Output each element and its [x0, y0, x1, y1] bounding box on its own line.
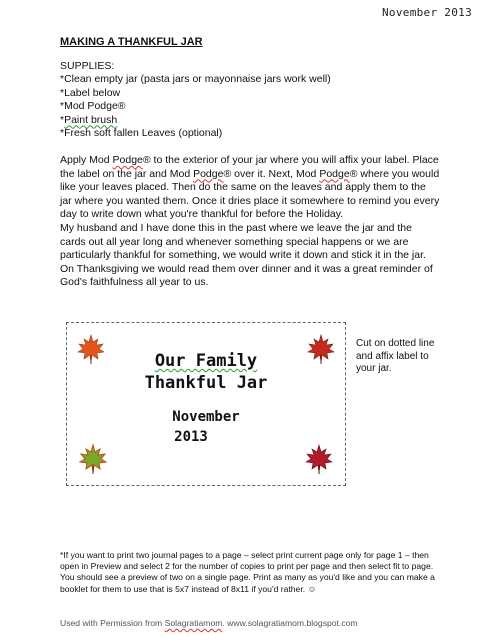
label-line-our-family: Our Family — [154, 351, 258, 371]
printable-jar-label — [66, 322, 346, 486]
printing-footnote: *If you want to print two journal pages to a page – select print current page only for page 1 – then open in Preview and select 2 for the number of copies to print per page and then select fit to page. You should see a preview of two on a single page. Print as many as you'd like and you can make a booklet for them to use that is 5x7 instead of 8x11 if you'd rather. ☺ — [60, 550, 435, 594]
supply-item-leaves: *Fresh soft fallen Leaves (optional) — [60, 127, 223, 140]
instructions-paragraph: Apply Mod Podge® to the exterior of your jar where you will affix your label. Place the label on the jar and Mod Podge® over it. Next, Mod Podge® where you would like your leaves placed. Then do the same on the leaves and apply them to the jar where you wanted them. Once it dries place it somewhere to remind you every day to write down what you're thankful for before the Holiday. — [60, 154, 440, 220]
label-line-year: 2013 — [174, 429, 208, 445]
document-date: November 2013 — [382, 6, 472, 19]
document-title: MAKING A THANKFUL JAR — [60, 36, 203, 48]
label-line-month: November — [172, 409, 240, 425]
supply-item-label: *Label below — [60, 86, 121, 99]
supply-item-jar: *Clean empty jar (pasta jars or mayonnaise jars work well) — [60, 73, 331, 86]
supplies-heading: SUPPLIES: — [60, 60, 115, 72]
supply-item-mod-podge: *Mod Podge® — [60, 100, 126, 113]
story-paragraph: My husband and I have done this in the past where we leave the jar and the cards out all year long and whenever something special happens or we are particularly thankful for something, we would write it down and stick it in the jar. On Thanksgiving we would read them over dinner and it was a great reminder of God's faithfulness all year to us. — [60, 222, 433, 288]
maple-leaf-icon — [77, 443, 109, 475]
permission-footer: Used with Permission from Solagratiamom. www.solagratiamom.blogspot.com — [60, 618, 358, 628]
cut-instructions: Cut on dotted line and affix label to your jar. — [356, 338, 435, 374]
label-line-thankful-jar: Thankful Jar — [144, 373, 268, 393]
supply-item-paint-brush: *Paint brush — [60, 113, 118, 126]
maple-leaf-icon — [303, 443, 335, 475]
supplies-list — [60, 60, 440, 140]
